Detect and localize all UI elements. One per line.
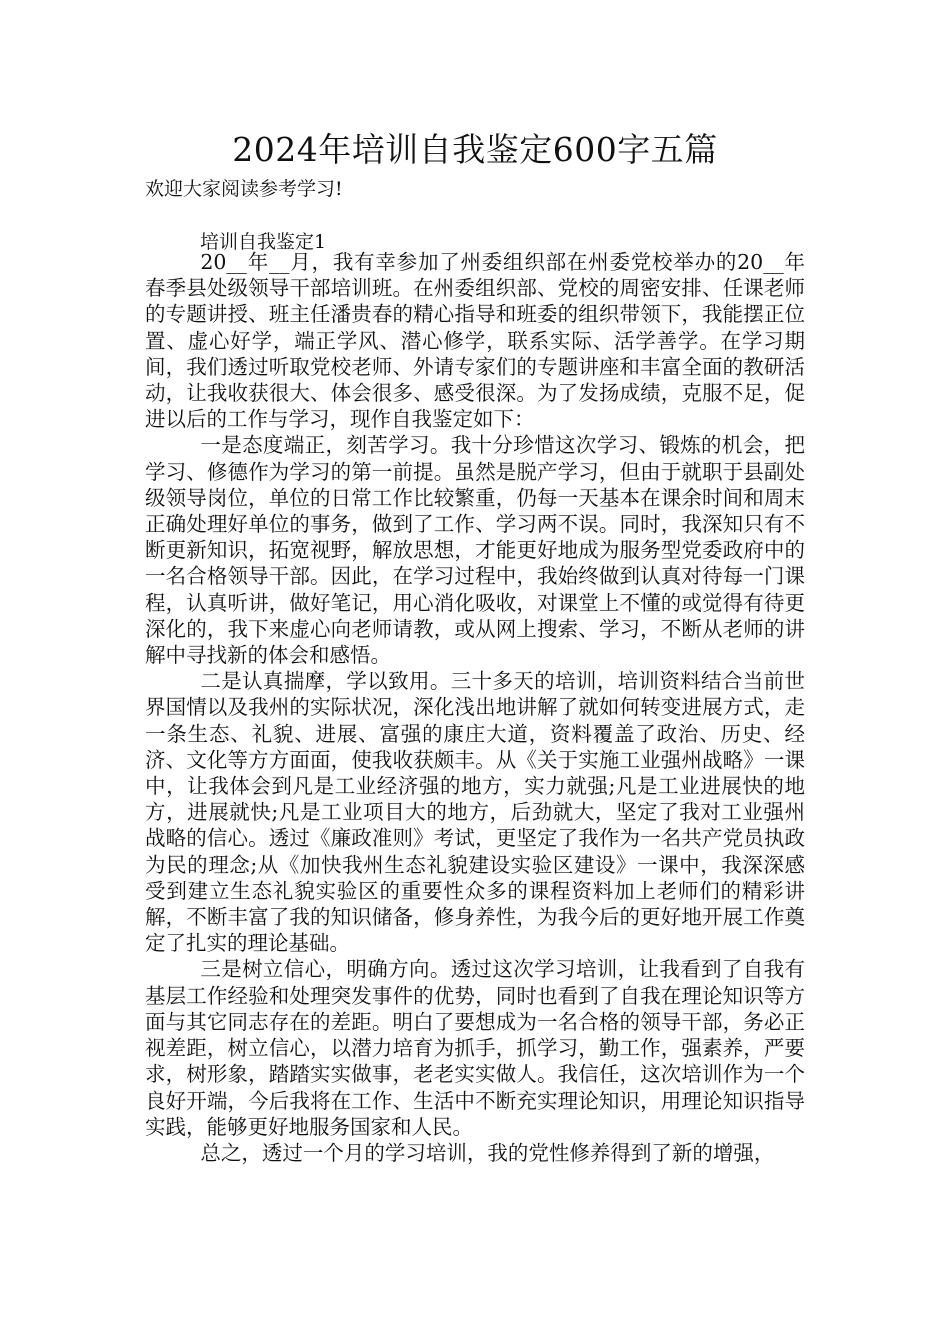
welcome-line: 欢迎大家阅读参考学习!: [145, 178, 343, 200]
paragraph: 20__年__月，我有幸参加了州委组织部在州委党校举办的20__年春季县处级领导干部培训班。在州委组织部、党校的周密安排、任课老师的专题讲授、班主任潘贵春的精心指导和班委的组织带领下，我能摆正位置、虚心好学，端正学风、潜心修学，联系实际、活学善学。在学习期间，我们透过听取党校老师、外请专家们的专题讲座和丰富全面的教研活动，让我收获很大、体会很多、感受很深。为了发扬成绩，克服不足，促进以后的工作与学习，现作自我鉴定如下：: [145, 250, 805, 432]
paragraph: 总之，透过一个月的学习培训，我的党性修养得到了新的增强，: [200, 1140, 775, 1165]
paragraph: 一是态度端正，刻苦学习。我十分珍惜这次学习、锻炼的机会，把学习、修德作为学习的第一前提。虽然是脱产学习，但由于就职于县副处级领导岗位，单位的日常工作比较繁重，仍每一天基本在课余时间和周末正确处理好单位的事务，做到了工作、学习两不误。同时，我深知只有不断更新知识，拓宽视野，解放思想，才能更好地成为服务型党委政府中的一名合格领导干部。因此，在学习过程中，我始终做到认真对待每一门课程，认真听讲，做好笔记，用心消化吸收，对课堂上不懂的或觉得有待更深化的，我下来虚心向老师请教，或从网上搜索、学习，不断从老师的讲解中寻找新的体会和感悟。: [145, 433, 805, 668]
paragraph: 二是认真揣摩，学以致用。三十多天的培训，培训资料结合当前世界国情以及我州的实际状况，深化浅出地讲解了就如何转变进展方式，走一条生态、礼貌、进展、富强的康庄大道，资料覆盖了政治、历史、经济、文化等方方面面，使我收获颇丰。从《关于实施工业强州战略》一课中，让我体会到凡是工业经济强的地方，实力就强;凡是工业进展快的地方，进展就快;凡是工业项目大的地方，后劲就大，坚定了我对工业强州战略的信心。透过《廉政准则》考试，更坚定了我作为一名共产党员执政为民的理念;从《加快我州生态礼貌建设实验区建设》一课中，我深深感受到建立生态礼貌实验区的重要性众多的课程资料加上老师们的精彩讲解，不断丰富了我的知识储备，修身养性，为我今后的更好地开展工作奠定了扎实的理论基础。: [145, 669, 805, 956]
document-title: 2024年培训自我鉴定600字五篇: [232, 130, 718, 169]
section-title: 培训自我鉴定1: [200, 231, 327, 253]
paragraph: 三是树立信心，明确方向。透过这次学习培训，让我看到了自我有基层工作经验和处理突发事件的优势，同时也看到了自我在理论知识等方面与其它同志存在的差距。明白了要想成为一名合格的领导干部，务必正视差距，树立信心，以潜力培育为抓手，抓学习，勤工作，强素养，严要求，树形象，踏踏实实做事，老老实实做人。我信任，这次培训作为一个良好开端，今后我将在工作、生活中不断充实理论知识，用理论知识指导实践，能够更好地服务国家和人民。: [145, 957, 805, 1139]
document-body: [145, 249, 805, 1166]
